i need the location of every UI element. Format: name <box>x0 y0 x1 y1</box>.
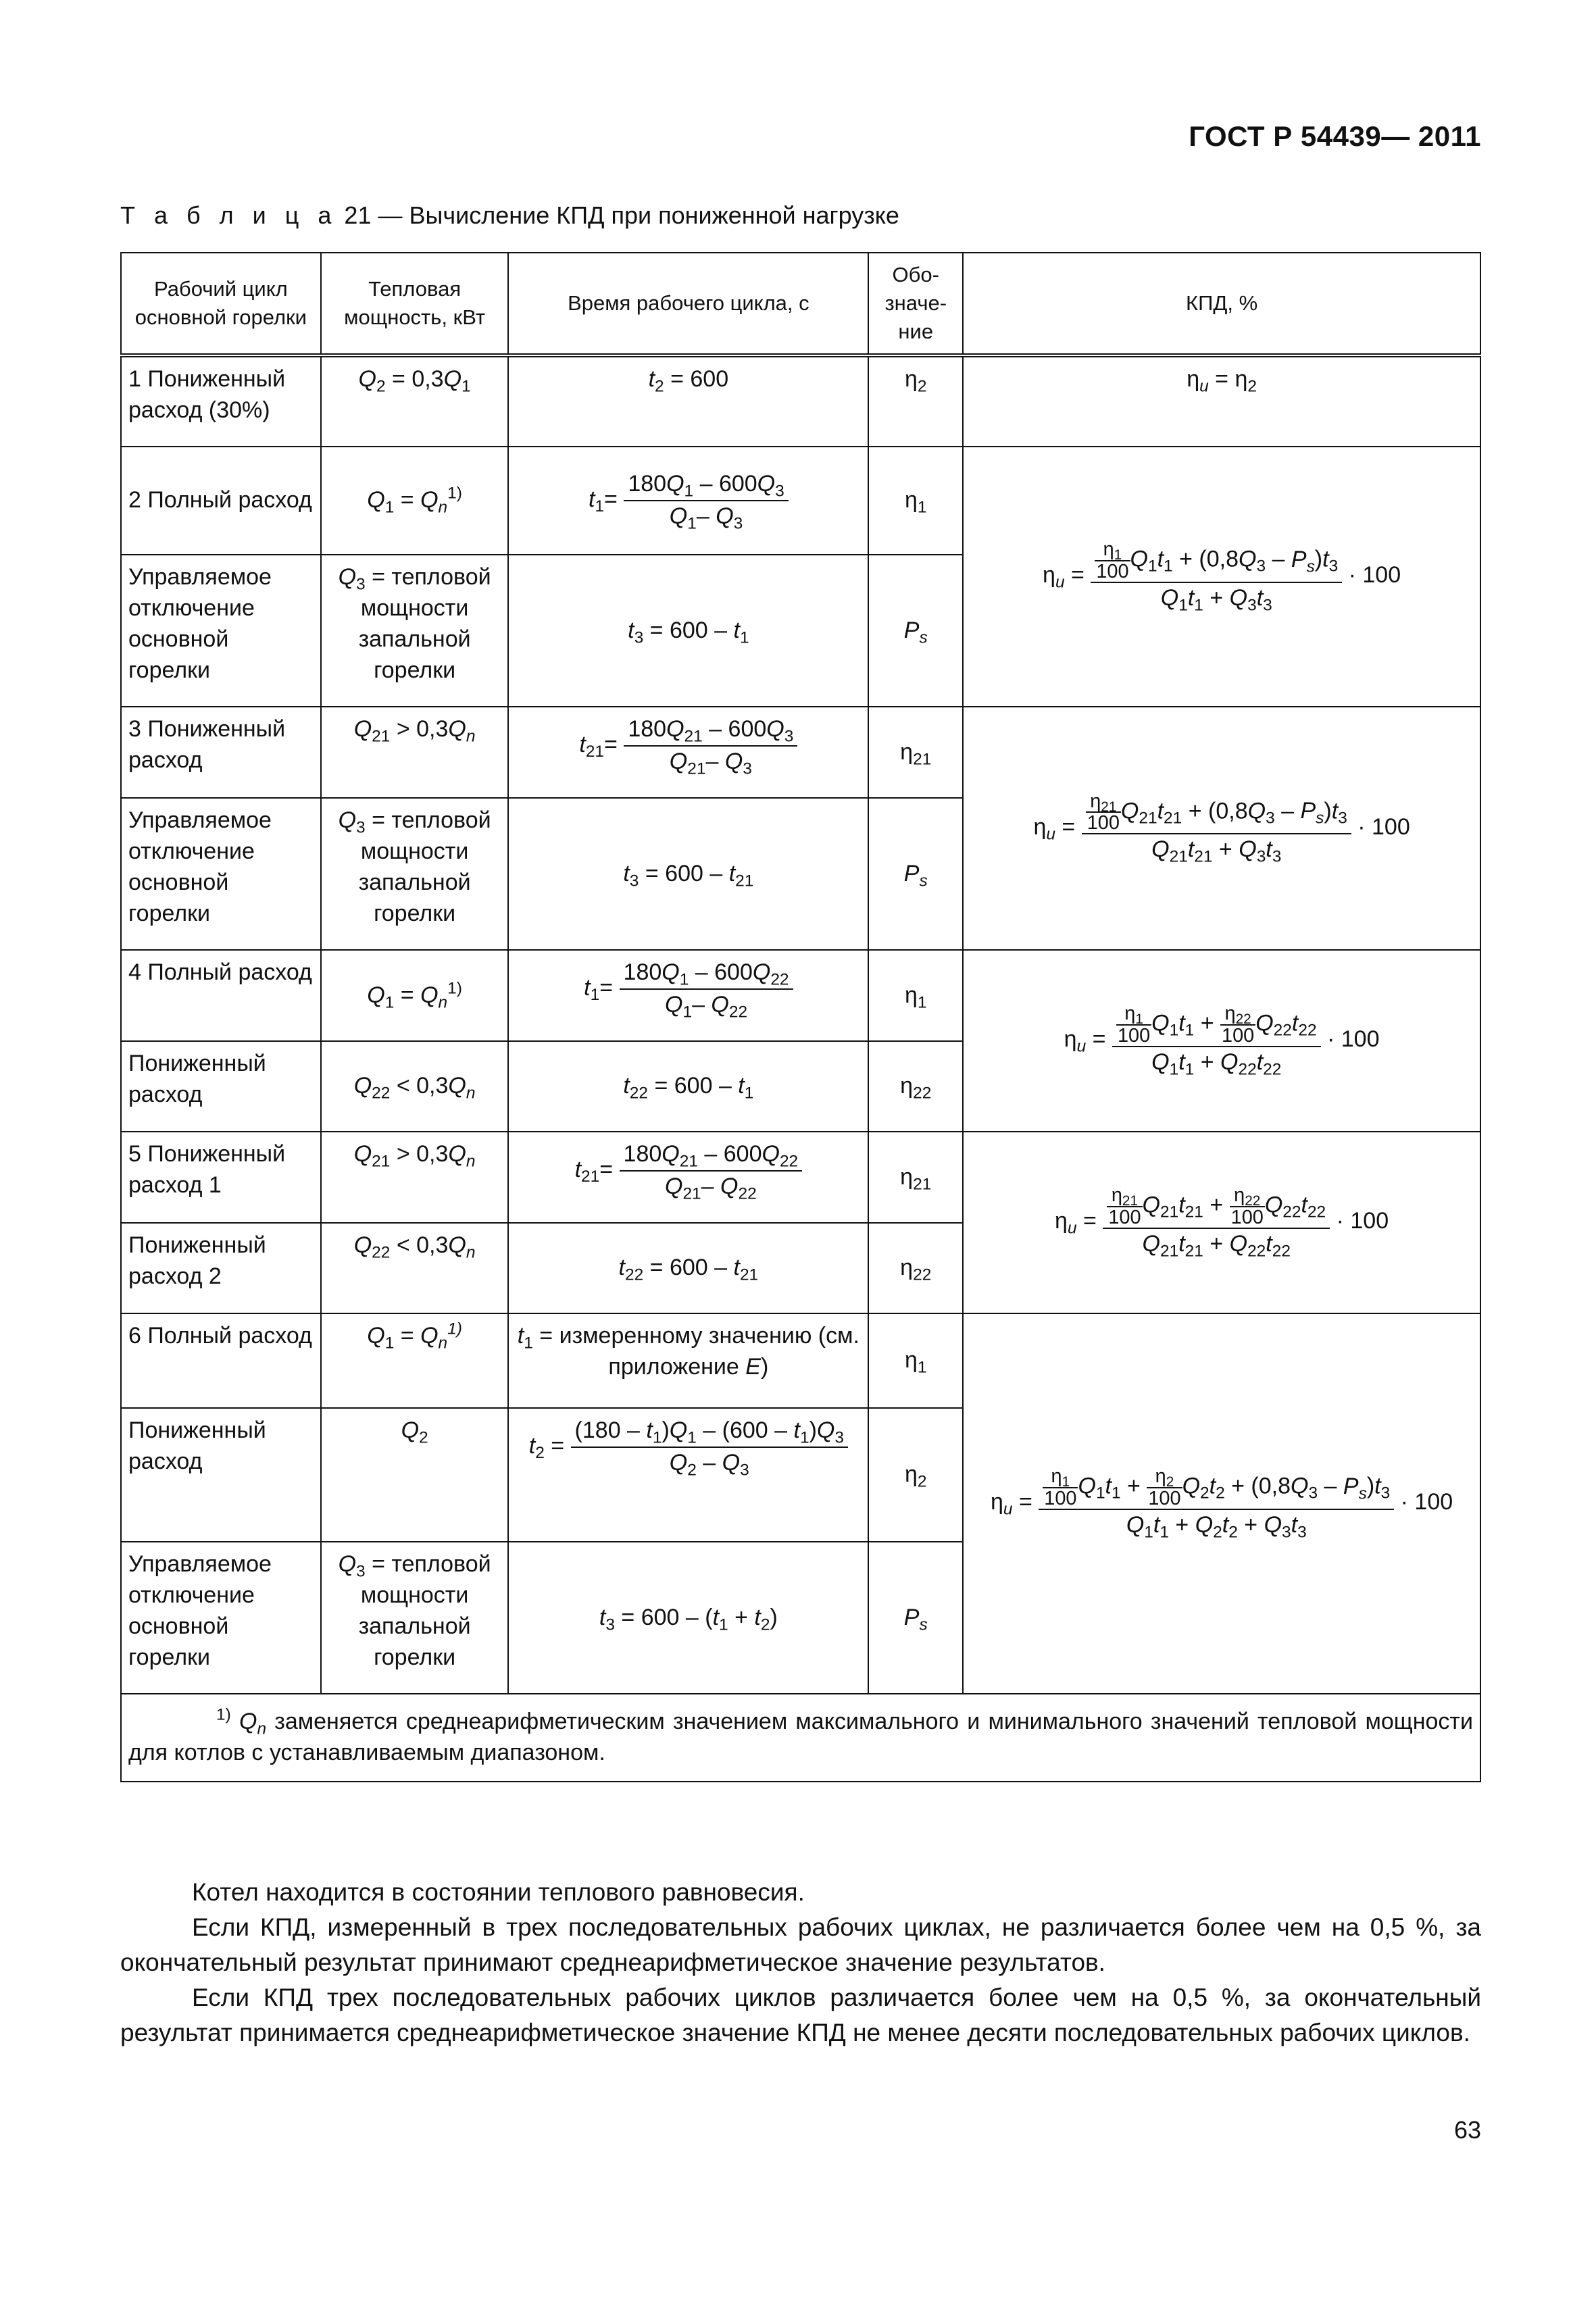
cycle-cell: Пониженный расход <box>121 1408 321 1542</box>
power-cell: $Q_{22} < 0,3Q_n$ <box>321 1041 509 1132</box>
power-cell: $Q_2 = 0,3Q_1$ <box>321 355 509 447</box>
time-text: = измеренному значению (см. приложение <box>539 1323 859 1380</box>
footnote-text: заменяется среднеарифметическим значением максимального и минимального значений тепловой мощности для котлов с устанавливаемым диапазоном. <box>128 1709 1473 1765</box>
table-caption <box>120 201 899 230</box>
page-number: 63 <box>1453 2116 1481 2144</box>
power-text: = тепловой мощности запальной горелки <box>358 564 491 683</box>
symbol-cell: $\eta_2$ <box>868 1408 963 1542</box>
power-cell: $Q_1 = Q_n^{1)}$ <box>321 447 509 555</box>
time-cell: $t_1=$ $\frac{180Q_1 - 600Q_{22}}{Q_1- Q_{22}}$ <box>508 950 868 1041</box>
efficiency-table <box>120 252 1481 1782</box>
body-text <box>120 1875 1481 2051</box>
table-header-row <box>121 253 1480 355</box>
symbol-cell: $\eta_1$ <box>868 447 963 555</box>
table-row <box>121 1313 1480 1408</box>
cycle-cell: 1 Пониженный расход (30%) <box>121 355 321 447</box>
col-header-time: Время рабочего цикла, с <box>508 253 868 355</box>
time-cell: $t_1$ = измеренному значению (см. приложение E) <box>508 1313 868 1408</box>
table-caption-prefix: Т а б л и ц а <box>120 201 338 229</box>
cycle-cell: Пониженный расход <box>121 1041 321 1132</box>
time-cell: $t_1=$ $\frac{180Q_1 - 600Q_3}{Q_1- Q_3}$ <box>508 447 868 555</box>
paragraph: Если КПД трех последовательных рабочих циклов различается более чем на 0,5 %, за окончательный результат принимается среднеарифметическое значение КПД не менее десяти последовательных рабочих циклов. <box>120 1984 1481 2046</box>
efficiency-formula-cell: $\eta_u$ = $\frac{\eta_{21}}{100}$ $Q_{21}t_{21} + (0,8Q_3 - P_s)t_3$ $Q_{21}t_{21} + Q_3t_3$ · 100 <box>963 707 1480 950</box>
paragraph: Котел находится в состоянии теплового равновесия. <box>192 1878 805 1906</box>
power-cell: $Q_1 = Q_n^{1)}$ <box>321 950 509 1041</box>
time-cell: $t_3 = 600 - (t_1 + t_2)$ <box>508 1542 868 1694</box>
power-cell: $Q_3$ = тепловой мощности запальной горелки <box>321 555 509 707</box>
col-header-cycle: Рабочий цикл основной горелки <box>121 253 321 355</box>
cycle-cell: Пониженный расход 2 <box>121 1223 321 1313</box>
symbol-cell: $P_s$ <box>868 798 963 950</box>
table-row <box>121 1132 1480 1223</box>
time-cell: $t_{21}=$ $\frac{180Q_{21} - 600Q_3}{Q_{21}- Q_3}$ <box>508 707 868 798</box>
power-cell: $Q_{22} < 0,3Q_n$ <box>321 1223 509 1313</box>
power-text: = тепловой мощности запальной горелки <box>358 807 491 926</box>
power-text: = тепловой мощности запальной горелки <box>358 1551 491 1670</box>
efficiency-formula-cell: $\eta_u$ = $\frac{\eta_{21}}{100}$ $Q_{21}t_{21}$ + $\frac{\eta_{22}}{100}$ $Q_{22}t_{22}$ $Q_{21}t_{21} + Q_{22}t_{22}$ · 100 <box>963 1132 1480 1313</box>
cycle-cell: 2 Полный расход <box>121 447 321 555</box>
symbol-cell: $\eta_{22}$ <box>868 1041 963 1132</box>
table-row <box>121 447 1480 555</box>
cycle-cell: 5 Пониженный расход 1 <box>121 1132 321 1223</box>
symbol-cell: $\eta_2$ <box>868 355 963 447</box>
time-cell: $t_{22} = 600 - t_1$ <box>508 1041 868 1132</box>
table-row <box>121 707 1480 798</box>
symbol-cell: $P_s$ <box>868 555 963 707</box>
power-cell: $Q_3$ = тепловой мощности запальной горелки <box>321 1542 509 1694</box>
col-header-power: Тепловая мощность, кВт <box>321 253 509 355</box>
cycle-cell: 6 Полный расход <box>121 1313 321 1408</box>
power-cell: $Q_{21} > 0,3Q_n$ <box>321 1132 509 1223</box>
table-row <box>121 950 1480 1041</box>
efficiency-cell: $\eta_u = \eta_2$ <box>963 355 1480 447</box>
power-cell: $Q_1 = Q_n^{1)}$ <box>321 1313 509 1408</box>
table-row <box>121 355 1480 447</box>
standard-designation: ГОСТ Р 54439— 2011 <box>1189 120 1481 152</box>
symbol-cell: $P_s$ <box>868 1542 963 1694</box>
cycle-cell: 3 Пониженный расход <box>121 707 321 798</box>
footnote-cell: $^{1)}$ $Q_n$ заменяется среднеарифметическим значением максимального и минимального значений тепловой мощности для котлов с устанавливаемым диапазоном. <box>121 1694 1480 1782</box>
col-header-efficiency: КПД, % <box>963 253 1480 355</box>
footnote-row <box>121 1694 1480 1782</box>
cycle-cell: 4 Полный расход <box>121 950 321 1041</box>
power-cell: $Q_2$ <box>321 1408 509 1542</box>
time-cell: $t_{22} = 600 - t_{21}$ <box>508 1223 868 1313</box>
time-cell: $t_2$ = $\frac{(180 - t_1)Q_1 - (600 - t_1)Q_3}{Q_2 - Q_3}$ <box>508 1408 868 1542</box>
efficiency-formula-cell: $\eta_u$ = $\frac{\eta_1}{100}$ $Q_1t_1$ + $\frac{\eta_{22}}{100}$ $Q_{22}t_{22}$ $Q_1t_1 + Q_{22}t_{22}$ · 100 <box>963 950 1480 1132</box>
symbol-cell: $\eta_{21}$ <box>868 1132 963 1223</box>
power-cell: $Q_3$ = тепловой мощности запальной горелки <box>321 798 509 950</box>
symbol-cell: $\eta_1$ <box>868 1313 963 1408</box>
table-caption-text: 21 — Вычисление КПД при пониженной нагрузке <box>344 201 899 229</box>
paragraph: Если КПД, измеренный в трех последовательных рабочих циклах, не различается более чем на 0,5 %, за окончательный результат принимают среднеарифметическое значение результатов. <box>120 1913 1481 1976</box>
time-cell: $t_{21}=$ $\frac{180Q_{21} - 600Q_{22}}{Q_{21}- Q_{22}}$ <box>508 1132 868 1223</box>
efficiency-formula-cell: $\eta_u$ = $\frac{\eta_1}{100}$ $Q_1t_1 + (0,8Q_3 - P_s)t_3$ $Q_1t_1 + Q_3t_3$ · 100 <box>963 447 1480 707</box>
col-header-symbol: Обо-значе-ние <box>868 253 963 355</box>
time-cell: $t_3 = 600 - t_{21}$ <box>508 798 868 950</box>
cycle-cell: Управляемое отключение основной горелки <box>121 1542 321 1694</box>
time-cell: $t_2 = 600$ <box>508 355 868 447</box>
cycle-cell: Управляемое отключение основной горелки <box>121 555 321 707</box>
power-cell: $Q_{21} > 0,3Q_n$ <box>321 707 509 798</box>
symbol-cell: $\eta_{21}$ <box>868 707 963 798</box>
efficiency-formula-cell: $\eta_u$ = $\frac{\eta_1}{100}$ $Q_1t_1$ + $\frac{\eta_2}{100}$ $Q_2t_2 + (0,8Q_3 - P_s)t_3$ $Q_1t_1 + Q_2t_2 + Q_3t_3$ · 100 <box>963 1313 1480 1694</box>
cycle-cell: Управляемое отключение основной горелки <box>121 798 321 950</box>
symbol-cell: $\eta_{22}$ <box>868 1223 963 1313</box>
symbol-cell: $\eta_1$ <box>868 950 963 1041</box>
time-cell: $t_3 = 600 - t_1$ <box>508 555 868 707</box>
